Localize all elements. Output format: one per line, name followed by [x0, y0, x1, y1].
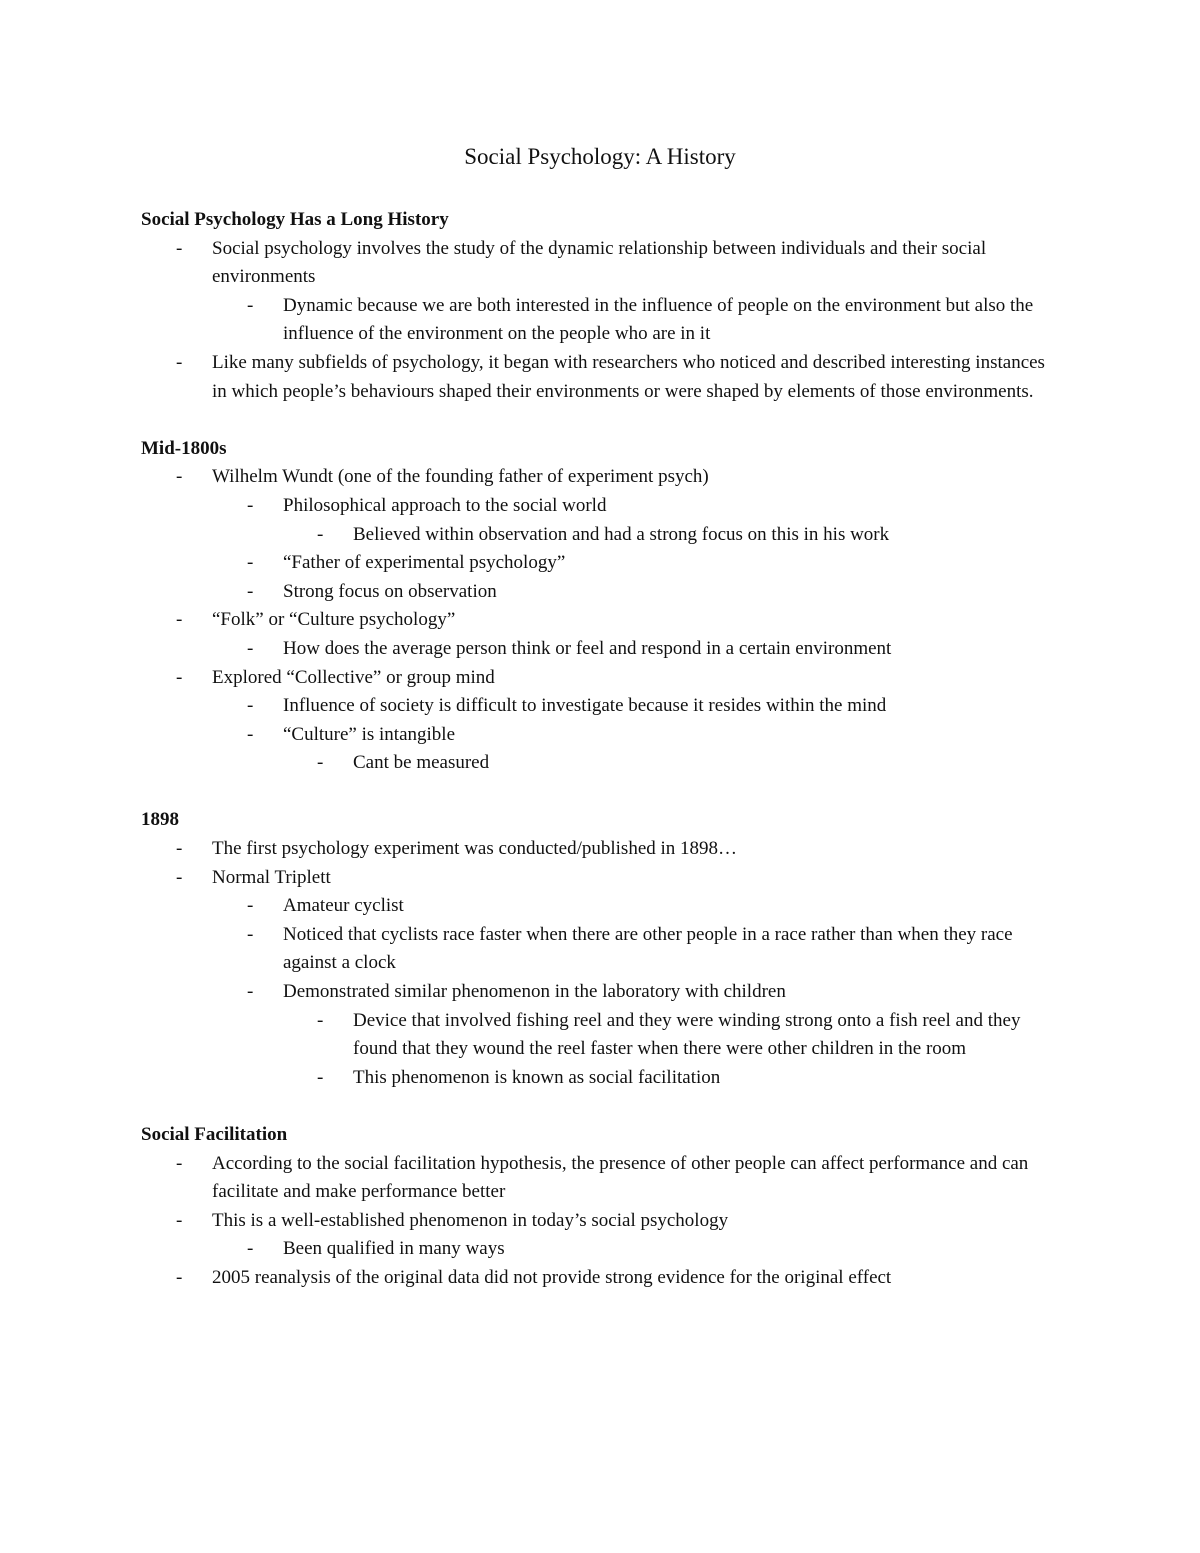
bullet-dash: -: [176, 466, 183, 488]
list-item-text: Social psychology involves the study of the dynamic relationship between individuals and their social environments: [212, 237, 987, 288]
bullet-dash: -: [317, 752, 324, 774]
list-item: [141, 1264, 1061, 1293]
bullet-dash: -: [317, 523, 324, 545]
list-item: [141, 864, 1061, 893]
list-item: [141, 578, 1061, 607]
list-item-text: “Culture” is intangible: [283, 723, 456, 745]
bullet-list: [141, 463, 1061, 778]
list-item-text: “Father of experimental psychology”: [283, 552, 566, 574]
bullet-dash: -: [247, 294, 254, 316]
list-item: [141, 664, 1061, 693]
list-item: [141, 978, 1061, 1007]
section-spacer: [141, 778, 1061, 807]
list-item: [141, 921, 1061, 978]
list-item-text: Strong focus on observation: [283, 580, 497, 602]
list-item: [141, 721, 1061, 750]
section-heading: Social Facilitation: [141, 1124, 288, 1145]
list-item: [141, 1064, 1061, 1093]
list-item-text: This phenomenon is known as social facilitation: [353, 1066, 721, 1088]
list-item-text: 2005 reanalysis of the original data did not provide strong evidence for the original effect: [212, 1266, 892, 1288]
list-item: [141, 1207, 1061, 1236]
bullet-dash: -: [176, 666, 183, 688]
bullet-dash: -: [247, 637, 254, 659]
bullet-dash: -: [247, 580, 254, 602]
document-body: [141, 206, 1061, 1293]
bullet-dash: -: [176, 237, 183, 259]
list-item: [141, 1007, 1061, 1064]
list-item-text: Explored “Collective” or group mind: [212, 666, 495, 688]
list-item-text: Demonstrated similar phenomenon in the laboratory with children: [283, 981, 786, 1003]
list-item-text: How does the average person think or feel and respond in a certain environment: [283, 637, 892, 659]
bullet-dash: -: [176, 1266, 183, 1288]
list-item: [141, 1235, 1061, 1264]
list-item: [141, 492, 1061, 521]
list-item-text: Dynamic because we are both interested in the influence of people on the environment but also the influence of the environment on the people who are in it: [283, 294, 1034, 345]
bullet-dash: -: [247, 723, 254, 745]
list-item-text: “Folk” or “Culture psychology”: [212, 609, 456, 631]
bullet-dash: -: [247, 695, 254, 717]
list-item-text: Like many subfields of psychology, it began with researchers who noticed and described interesting instances in which people’s behaviours shaped their environments or were shaped by elements of those environments.: [212, 351, 1045, 402]
list-item-text: Amateur cyclist: [283, 895, 404, 917]
list-item-text: According to the social facilitation hypothesis, the presence of other people can affect performance and can facilitate and make performance better: [212, 1152, 1029, 1203]
list-item: [141, 463, 1061, 492]
list-item-text: Been qualified in many ways: [283, 1238, 505, 1260]
list-item: [141, 749, 1061, 778]
bullet-dash: -: [176, 1209, 183, 1231]
bullet-dash: -: [247, 494, 254, 516]
list-item: [141, 549, 1061, 578]
bullet-list: [141, 235, 1061, 407]
list-item: [141, 1150, 1061, 1207]
list-item-text: The first psychology experiment was conducted/published in 1898…: [212, 838, 738, 860]
section-heading: Social Psychology Has a Long History: [141, 209, 449, 230]
list-item: [141, 692, 1061, 721]
list-item: [141, 292, 1061, 349]
list-item-text: Device that involved fishing reel and they were winding strong onto a fish reel and they found that they wound the reel faster when there were other children in the room: [353, 1009, 1021, 1060]
bullet-dash: -: [317, 1009, 324, 1031]
bullet-dash: -: [176, 838, 183, 860]
list-item: [141, 835, 1061, 864]
page-title: Social Psychology: A History: [464, 144, 736, 169]
list-item: [141, 349, 1061, 406]
list-item-text: This is a well-established phenomenon in today’s social psychology: [212, 1209, 729, 1231]
list-item: [141, 635, 1061, 664]
list-item-text: Noticed that cyclists race faster when there are other people in a race rather than when they race against a clock: [283, 923, 1013, 974]
bullet-dash: -: [176, 609, 183, 631]
section-heading: Mid-1800s: [141, 437, 227, 459]
bullet-dash: -: [247, 981, 254, 1003]
bullet-dash: -: [176, 1152, 183, 1174]
list-item: [141, 892, 1061, 921]
bullet-dash: -: [247, 895, 254, 917]
section-heading: 1898: [141, 809, 179, 831]
list-item: [141, 606, 1061, 635]
list-item: [141, 235, 1061, 292]
list-item-text: Influence of society is difficult to investigate because it resides within the mind: [283, 695, 887, 717]
bullet-dash: -: [317, 1066, 324, 1088]
bullet-list: [141, 1150, 1061, 1293]
bullet-dash: -: [176, 351, 183, 373]
bullet-dash: -: [247, 1238, 254, 1260]
bullet-dash: -: [176, 866, 183, 888]
list-item-text: Believed within observation and had a strong focus on this in his work: [353, 523, 890, 545]
bullet-dash: -: [247, 552, 254, 574]
list-item-text: Cant be measured: [353, 752, 490, 774]
list-item-text: Wilhelm Wundt (one of the founding father of experiment psych): [212, 466, 709, 488]
list-item: [141, 521, 1061, 550]
bullet-list: [141, 835, 1061, 1092]
list-item-text: Normal Triplett: [212, 866, 331, 888]
section-spacer: [141, 1092, 1061, 1121]
list-item-text: Philosophical approach to the social world: [283, 494, 607, 516]
bullet-dash: -: [247, 923, 254, 945]
section-spacer: [141, 406, 1061, 435]
